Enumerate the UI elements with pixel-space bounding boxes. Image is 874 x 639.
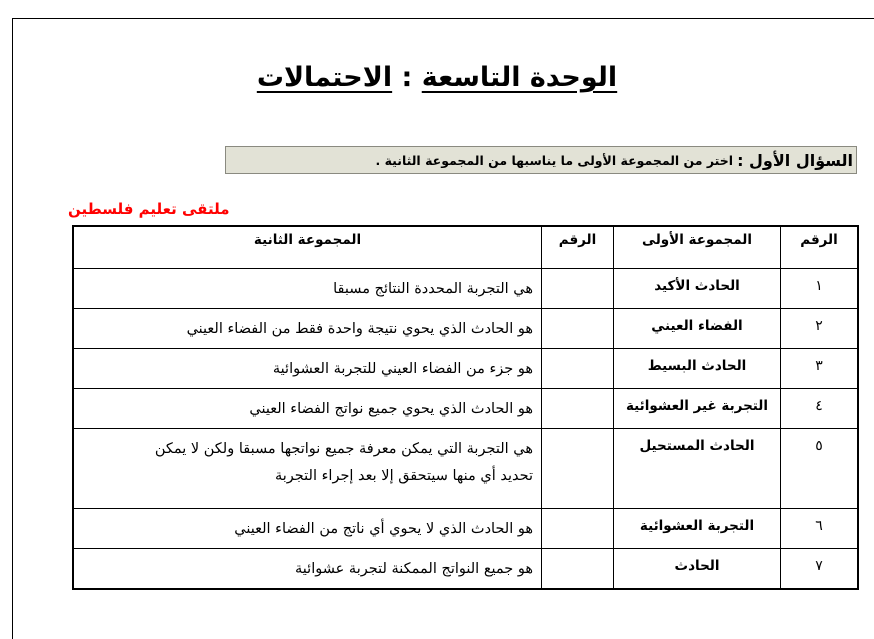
table-row (73, 549, 858, 589)
header-group-two: المجموعة الثانية (73, 226, 542, 269)
group-two-definition: هو جميع النواتج الممكنة لتجربة عشوائية (73, 549, 542, 589)
definition-line: هي التجربة التي يمكن معرفة جميع نواتجها مسبقا ولكن لا يمكن (154, 441, 533, 457)
group-one-term: الفضاء العيني (614, 309, 781, 349)
table-row (73, 389, 858, 429)
group-one-term: الحادث الأكيد (614, 269, 781, 309)
answer-cell[interactable] (542, 389, 614, 429)
row-number: ٤ (781, 389, 859, 429)
group-one-term: الحادث المستحيل (614, 429, 781, 509)
group-one-term: التجربة غير العشوائية (614, 389, 781, 429)
table-row (73, 269, 858, 309)
row-number: ١ (781, 269, 859, 309)
header-answer-number: الرقم (542, 226, 614, 269)
definition-line: تحديد أي منها سيتحقق إلا بعد إجراء التجربة (275, 468, 533, 484)
header-group-one: المجموعة الأولى (614, 226, 781, 269)
answer-cell[interactable] (542, 509, 614, 549)
matching-table (72, 225, 859, 590)
unit-title: الوحدة التاسعة (421, 62, 618, 93)
group-two-definition: هو الحادث الذي يحوي نتيجة واحدة فقط من الفضاء العيني (73, 309, 542, 349)
table-row (73, 509, 858, 549)
group-one-term: الحادث البسيط (614, 349, 781, 389)
title-separator: : (392, 62, 422, 93)
group-two-definition: هو جزء من الفضاء العيني للتجربة العشوائية (73, 349, 542, 389)
answer-cell[interactable] (542, 549, 614, 589)
answer-cell[interactable] (542, 429, 614, 509)
group-one-term: التجربة العشوائية (614, 509, 781, 549)
group-two-definition (73, 429, 542, 509)
row-number: ٣ (781, 349, 859, 389)
table-row (73, 309, 858, 349)
topic-title: الاحتمالات (256, 62, 393, 93)
row-number: ٢ (781, 309, 859, 349)
row-number: ٦ (781, 509, 859, 549)
row-number: ٧ (781, 549, 859, 589)
page-title (0, 62, 874, 93)
table-row (73, 429, 858, 509)
table-header-row (73, 226, 858, 269)
group-two-definition: هي التجربة المحددة النتائج مسبقا (73, 269, 542, 309)
source-note: ملتقى تعليم فلسطين (68, 200, 230, 218)
group-one-term: الحادث (614, 549, 781, 589)
answer-cell[interactable] (542, 309, 614, 349)
answer-cell[interactable] (542, 349, 614, 389)
header-number: الرقم (781, 226, 859, 269)
question-text: اختر من المجموعة الأولى ما يناسبها من المجموعة الثانية . (375, 152, 734, 168)
group-two-definition: هو الحادث الذي لا يحوي أي ناتج من الفضاء العيني (73, 509, 542, 549)
question-instruction-box (225, 146, 857, 174)
group-two-definition: هو الحادث الذي يحوي جميع نواتج الفضاء العيني (73, 389, 542, 429)
table-row (73, 349, 858, 389)
row-number: ٥ (781, 429, 859, 509)
answer-cell[interactable] (542, 269, 614, 309)
question-label: السؤال الأول : (737, 150, 853, 170)
